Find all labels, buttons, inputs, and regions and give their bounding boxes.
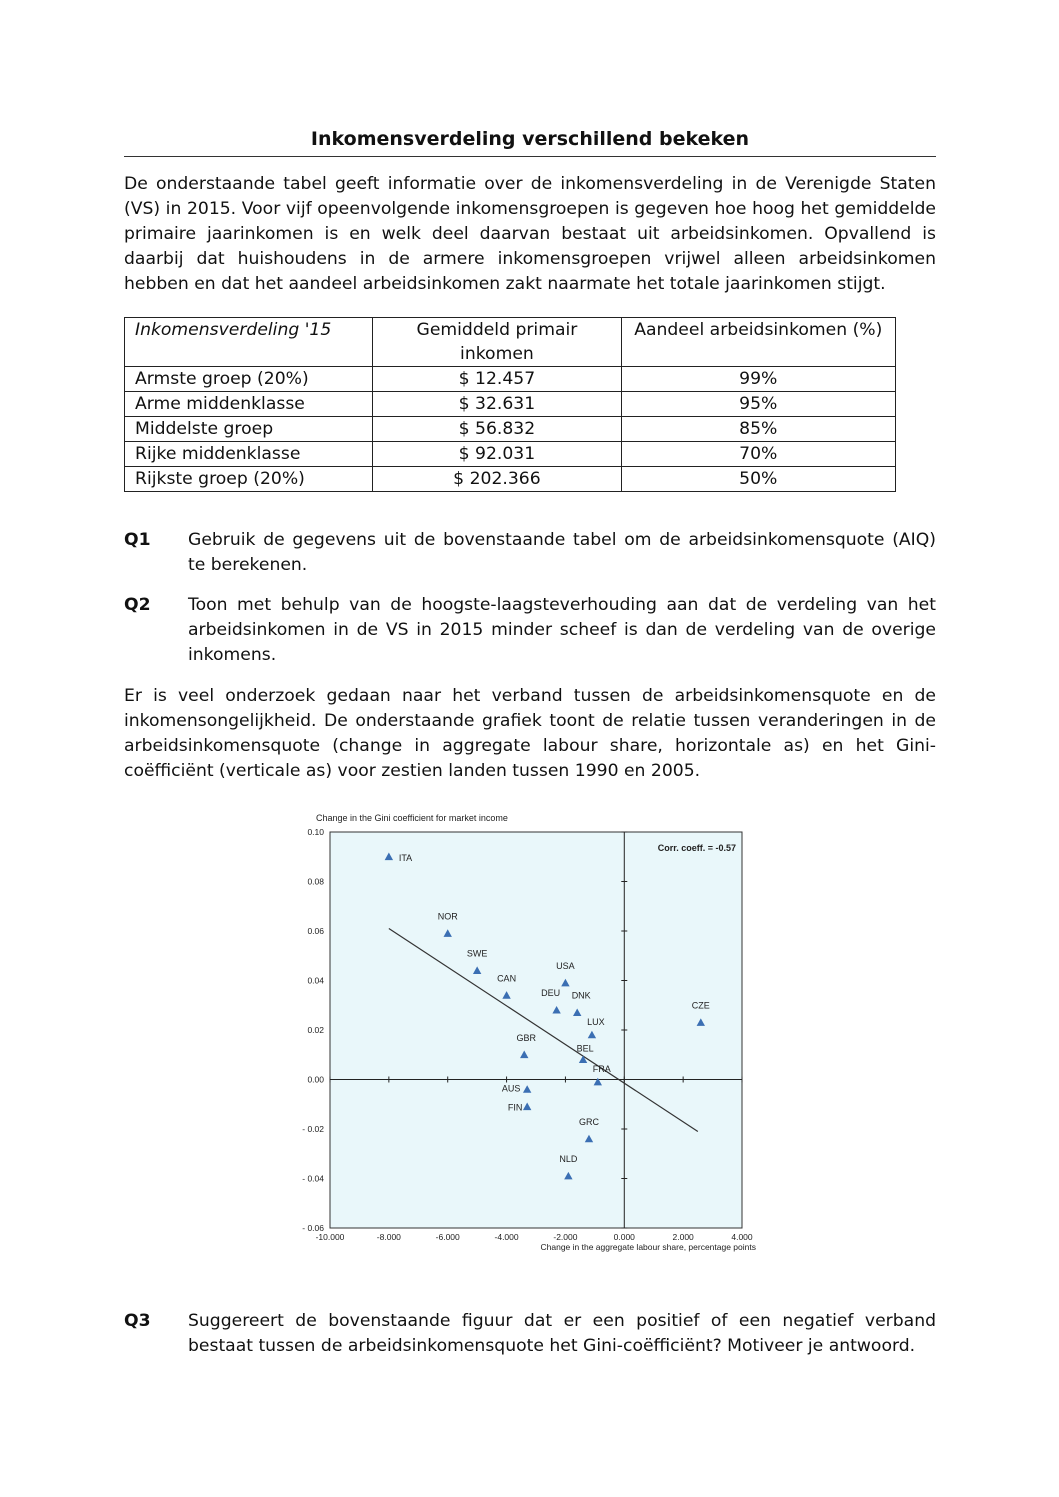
table-header-row <box>125 318 896 367</box>
point-label: AUS <box>501 1083 521 1094</box>
x-tick-label: -6.000 <box>435 1232 460 1242</box>
y-tick-label: - 0.04 <box>302 1173 324 1184</box>
point-label: FRA <box>592 1063 611 1074</box>
table-header: Inkomensverdeling '15 <box>125 318 373 367</box>
table-header: Aandeel arbeidsinkomen (%) <box>621 318 895 367</box>
table-row <box>125 367 896 392</box>
y-tick-label: 0.02 <box>307 1025 324 1035</box>
table-cell: 50% <box>621 467 895 492</box>
y-tick-label: - 0.06 <box>302 1223 324 1233</box>
question-text: Suggereert de bovenstaande figuur dat er een positief of een negatief verband bestaat tussen de arbeidsinkomensquote het Gini-coëfficiënt? Motiveer je antwoord. <box>188 1311 936 1356</box>
table-row <box>125 442 896 467</box>
point-label: NLD <box>559 1154 578 1165</box>
intro-paragraph: De onderstaande tabel geeft informatie over de inkomensverdeling in de Verenigde Staten (VS) in 2015. Voor vijf opeenvolgende inkomensgroepen is gegeven hoe hoog het gemiddelde primaire jaarinkomen is en welk deel daarvan bestaat uit arbeidsinkomen. Opvallend is daarbij dat huishoudens in de armere inkomensgroepen vrijwel alleen arbeidsinkomen hebben en dat het aandeel arbeidsinkomen zakt naarmate het totale jaarinkomen stijgt. <box>124 174 936 294</box>
question-q3 <box>124 1309 936 1359</box>
table-cell: Middelste groep <box>125 417 373 442</box>
point-label: SWE <box>466 948 488 959</box>
point-label: CAN <box>497 973 517 984</box>
y-tick-label: - 0.02 <box>302 1124 324 1134</box>
question-label: Q2 <box>124 595 151 615</box>
x-axis-label: Change in the aggregate labour share, percentage points <box>540 1242 756 1252</box>
plot-area <box>330 832 742 1228</box>
table-cell: Arme middenklasse <box>125 392 373 417</box>
question-text: Toon met behulp van de hoogste-laagsteverhouding aan dat de verdeling van het arbeidsinkomen in de VS in 2015 minder scheef is dan de verdeling van de overige inkomens. <box>188 595 936 665</box>
table-header: Gemiddeld primair inkomen <box>373 318 621 367</box>
table-cell: $ 92.031 <box>373 442 621 467</box>
y-tick-label: 0.08 <box>307 876 324 887</box>
scatter-chart <box>294 808 764 1268</box>
point-label: NOR <box>437 911 458 922</box>
y-tick-label: 0.00 <box>307 1074 324 1085</box>
table-cell: $ 32.631 <box>373 392 621 417</box>
point-label: USA <box>556 960 575 971</box>
page-title: Inkomensverdeling verschillend bekeken <box>124 128 936 157</box>
x-tick-label: -10.000 <box>315 1232 345 1242</box>
question-q2 <box>124 593 936 668</box>
point-label: LUX <box>587 1016 605 1027</box>
x-tick-label: -4.000 <box>494 1232 519 1242</box>
table-row <box>125 392 896 417</box>
y-tick-label: 0.06 <box>307 926 324 936</box>
table-cell: 95% <box>621 392 895 417</box>
y-axis-label: Change in the Gini coefficient for market income <box>316 813 508 823</box>
x-tick-label: 2.000 <box>672 1232 694 1242</box>
table-cell: Armste groep (20%) <box>125 367 373 392</box>
question-text: Gebruik de gegevens uit de bovenstaande tabel om de arbeidsinkomensquote (AIQ) te berekenen. <box>188 530 936 575</box>
table-cell: $ 12.457 <box>373 367 621 392</box>
point-label: GRC <box>578 1116 599 1127</box>
table-cell: $ 56.832 <box>373 417 621 442</box>
point-label: CZE <box>691 1000 710 1011</box>
table-cell: 99% <box>621 367 895 392</box>
income-table <box>124 317 896 492</box>
chart-intro-paragraph: Er is veel onderzoek gedaan naar het verband tussen de arbeidsinkomensquote en de inkomensongelijkheid. De onderstaande grafiek toont de relatie tussen veranderingen in de arbeidsinkomensquote (change in aggregate labour share, horizontale as) en het Gini-coëfficiënt (verticale as) voor zestien landen tussen 1990 en 2005. <box>124 686 936 781</box>
table-cell: 70% <box>621 442 895 467</box>
point-label: DNK <box>571 990 591 1001</box>
table-cell: Rijke middenklasse <box>125 442 373 467</box>
table-row <box>125 467 896 492</box>
x-tick-label: -2.000 <box>553 1232 578 1242</box>
x-tick-label: 0.000 <box>613 1232 635 1242</box>
question-label: Q1 <box>124 530 151 550</box>
chart-svg <box>294 808 764 1268</box>
point-label: GBR <box>516 1032 536 1043</box>
y-tick-label: 0.10 <box>307 827 324 837</box>
table-cell: Rijkste groep (20%) <box>125 467 373 492</box>
table-cell: $ 202.366 <box>373 467 621 492</box>
table-row <box>125 417 896 442</box>
table-cell: 85% <box>621 417 895 442</box>
x-tick-label: -8.000 <box>376 1232 401 1242</box>
question-q1 <box>124 528 936 578</box>
y-tick-label: 0.04 <box>307 975 324 986</box>
point-label: ITA <box>398 852 413 863</box>
point-label: FIN <box>507 1102 523 1113</box>
question-label: Q3 <box>124 1311 151 1331</box>
x-tick-label: 4.000 <box>731 1232 753 1242</box>
point-label: DEU <box>541 988 561 999</box>
point-label: BEL <box>576 1043 594 1054</box>
correlation-annotation: Corr. coeff. = -0.57 <box>657 843 736 853</box>
